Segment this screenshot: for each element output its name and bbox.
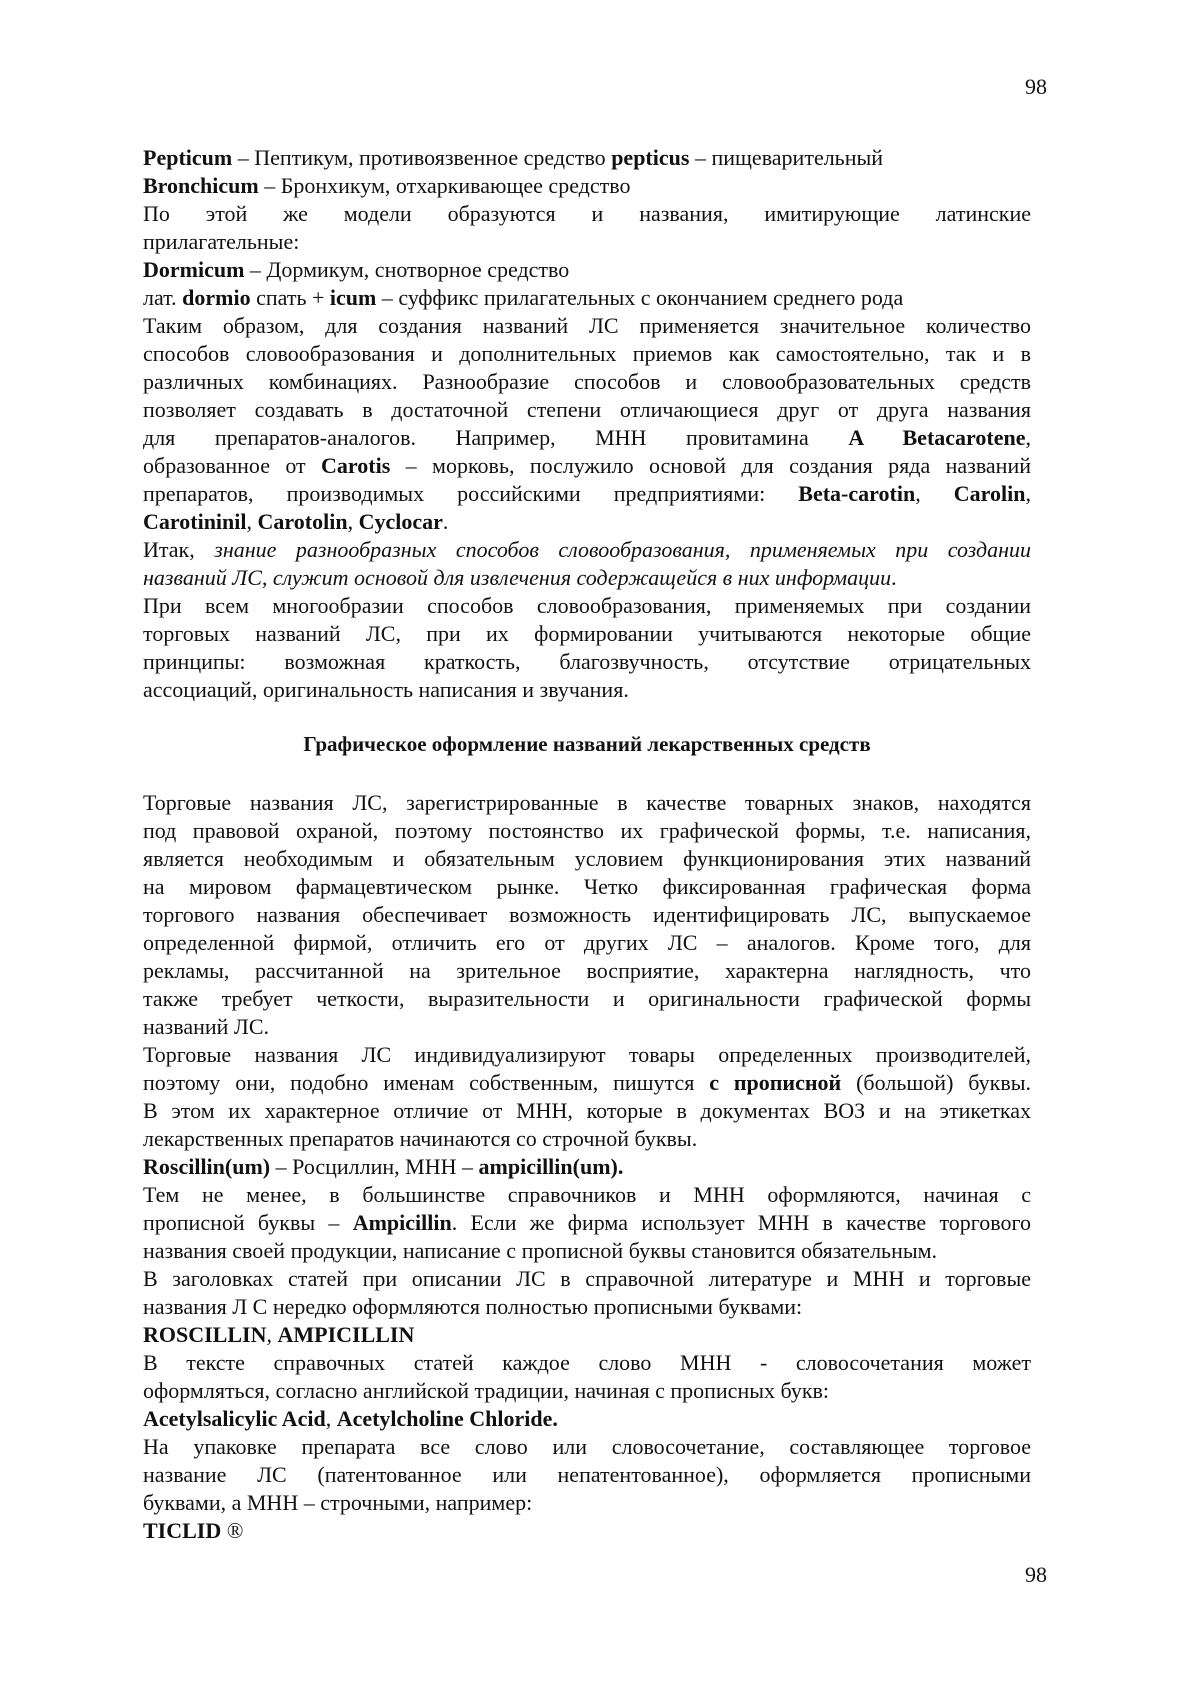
text-run: Тем не менее, в большинстве справочников и МНН оформляются, начиная с <box>143 1182 1031 1207</box>
text-line <box>143 1097 1031 1125</box>
page-number-top: 98 <box>1025 74 1047 99</box>
text-run: спать + <box>250 285 330 310</box>
text-line <box>143 424 1031 452</box>
text-line <box>143 620 1031 648</box>
text-run: способов словообразования и дополнительных приемов как самостоятельно, так и в <box>143 341 1031 366</box>
text-line <box>143 1489 1031 1517</box>
bold-term: Dormicum <box>143 257 245 282</box>
document-body <box>143 144 1031 1545</box>
text-line <box>143 340 1031 368</box>
text-line <box>143 256 1031 284</box>
text-run: также требует четкости, выразительности и оригинальности графической формы <box>143 986 1031 1011</box>
text-line <box>143 480 1031 508</box>
text-run: прописной буквы – <box>143 1210 353 1235</box>
text-run: ассоциаций, оригинальность написания и звучания. <box>143 677 629 702</box>
text-run: является необходимым и обязательным условием функционирования этих названий <box>143 846 1031 871</box>
text-run: В тексте справочных статей каждое слово МНН - словосочетания может <box>143 1350 1031 1375</box>
bold-term: с прописной <box>709 1070 842 1095</box>
text-run: Торговые названия ЛС индивидуализируют товары определенных производителей, <box>143 1042 1031 1067</box>
bold-term: AMPICILLIN <box>277 1322 415 1347</box>
page-number-bottom: 98 <box>1025 1562 1047 1587</box>
text-line <box>143 1349 1031 1377</box>
text-line <box>143 592 1031 620</box>
text-line <box>143 1209 1031 1237</box>
text-line <box>143 536 1031 564</box>
text-run: – морковь, послужило основой для создания ряда названий <box>390 453 1031 478</box>
text-run: оформляться, согласно английской традиции, начиная с прописных букв: <box>143 1378 830 1403</box>
text-run: принципы: возможная краткость, благозвучность, отсутствие отрицательных <box>143 649 1031 674</box>
text-run: торговых названий ЛС, при их формировании учитываются некоторые общие <box>143 621 1031 646</box>
bold-term: Bronchicum <box>143 173 259 198</box>
text-line <box>143 929 1031 957</box>
text-run: лекарственных препаратов начинаются со строчной буквы. <box>143 1126 698 1151</box>
text-run: . Если же фирма использует МНН в качестве торгового <box>451 1210 1031 1235</box>
text-run: различных комбинациях. Разнообразие способов и словообразовательных средств <box>143 369 1031 394</box>
text-run: . <box>442 509 449 534</box>
text-run: лат. <box>143 285 183 310</box>
text-run: название ЛС (патентованное или непатентованное), оформляется прописными <box>143 1462 1031 1487</box>
text-run: – Росциллин, МНН – <box>270 1154 479 1179</box>
bold-term: icum <box>329 285 377 310</box>
text-run: ® <box>221 1518 244 1543</box>
text-run: На упаковке препарата все слово или словосочетание, составляющее торговое <box>143 1434 1031 1459</box>
bold-term: TICLID <box>143 1518 222 1543</box>
text-line <box>143 200 1031 228</box>
text-run: , <box>266 1322 278 1347</box>
text-run: рекламы, рассчитанной на зрительное восприятие, характерна наглядность, что <box>143 958 1031 983</box>
text-run: прилагательные: <box>143 229 300 254</box>
text-line <box>143 648 1031 676</box>
text-run: для препаратов-аналогов. Например, МНН провитамина <box>143 425 849 450</box>
text-line <box>143 228 1031 256</box>
text-run: Графическое оформление названий лекарственных средств <box>303 732 871 756</box>
text-line <box>143 1293 1031 1321</box>
text-run: Итак, <box>143 537 215 562</box>
text-run: , <box>1025 481 1032 506</box>
text-run: По этой же модели образуются и названия, имитирующие латинские <box>143 201 1031 226</box>
text-line <box>143 957 1031 985</box>
text-line <box>143 985 1031 1013</box>
bold-term: Cyclocar <box>358 509 443 534</box>
text-run: , <box>915 481 954 506</box>
bold-term: Acetylsalicylic Acid <box>143 1406 326 1431</box>
bold-term: A Betacarotene <box>848 425 1026 450</box>
bold-term: Carotolin <box>257 509 348 534</box>
text-run: на мировом фармацевтическом рынке. Четко фиксированная графическая форма <box>143 874 1031 899</box>
text-line <box>143 1377 1031 1405</box>
section-heading <box>143 730 1031 758</box>
text-line <box>143 1013 1031 1041</box>
text-line <box>143 1125 1031 1153</box>
text-run: торгового названия обеспечивает возможность идентифицировать ЛС, выпускаемое <box>143 902 1031 927</box>
text-run: , <box>246 509 258 534</box>
text-run: названия Л С нередко оформляются полностью прописными буквами: <box>143 1294 803 1319</box>
text-run: , <box>325 1406 337 1431</box>
bold-term: ampicillin(um). <box>478 1154 624 1179</box>
text-run: – Дормикум, снотворное средство <box>244 257 570 282</box>
text-run: При всем многообразии способов словообразования, применяемых при создании <box>143 593 1031 618</box>
text-line <box>143 1405 1031 1433</box>
text-line <box>143 396 1031 424</box>
text-run: названий ЛС. <box>143 1014 270 1039</box>
text-run: буквами, а МНН – строчными, например: <box>143 1490 533 1515</box>
text-line <box>143 1237 1031 1265</box>
text-run: Торговые названия ЛС, зарегистрированные в качестве товарных знаков, находятся <box>143 790 1031 815</box>
text-run: – Бронхикум, отхаркивающее средство <box>258 173 631 198</box>
text-line <box>143 1069 1031 1097</box>
text-run: , <box>1025 425 1031 450</box>
text-run: под правовой охраной, поэтому постоянство их графической формы, т.е. написания, <box>143 818 1031 843</box>
bold-term: Carotininil <box>143 509 247 534</box>
text-line <box>143 1321 1031 1349</box>
text-line <box>143 1265 1031 1293</box>
text-run: названия своей продукции, написание с прописной буквы становится обязательным. <box>143 1238 938 1263</box>
text-run: препаратов, производимых российскими предприятиями: <box>143 481 799 506</box>
text-run: . <box>891 565 897 590</box>
text-run: – Пептикум, противоязвенное средство <box>232 145 612 170</box>
text-line <box>143 817 1031 845</box>
text-line <box>143 284 1031 312</box>
text-run: (большой) буквы. <box>841 1070 1031 1095</box>
italic-text: названий ЛС, служит основой для извлечения содержащейся в них информации <box>143 565 892 590</box>
text-run: Таким образом, для создания названий ЛС применяется значительное количество <box>143 313 1031 338</box>
text-run: – суффикс прилагательных с окончанием среднего рода <box>376 285 904 310</box>
text-run: поэтому они, подобно именам собственным, пишутся <box>143 1070 710 1095</box>
text-line <box>143 1181 1031 1209</box>
text-line <box>143 1433 1031 1461</box>
text-line <box>143 1461 1031 1489</box>
text-line <box>143 1041 1031 1069</box>
text-line <box>143 676 1031 704</box>
text-line <box>143 452 1031 480</box>
text-line <box>143 312 1031 340</box>
text-line <box>143 901 1031 929</box>
text-run: В заголовках статей при описании ЛС в справочной литературе и МНН и торговые <box>143 1266 1031 1291</box>
text-line <box>143 873 1031 901</box>
italic-text: знание разнообразных способов словообразования, применяемых при создании <box>214 537 1031 562</box>
bold-term: Carolin <box>953 481 1026 506</box>
text-line <box>143 1153 1031 1181</box>
bold-term: Pepticum <box>143 145 233 170</box>
text-run: определенной фирмой, отличить его от других ЛС – аналогов. Кроме того, для <box>143 930 1031 955</box>
text-run: – пищеварительный <box>689 145 884 170</box>
text-run: образованное от <box>143 453 322 478</box>
text-line <box>143 564 1031 592</box>
text-line <box>143 144 1031 172</box>
bold-term: Roscillin(um) <box>143 1154 271 1179</box>
bold-term: ROSCILLIN <box>143 1322 267 1347</box>
text-line <box>143 789 1031 817</box>
text-line <box>143 1517 1031 1545</box>
bold-term: dormio <box>182 285 251 310</box>
text-run: позволяет создавать в достаточной степени отличающиеся друг от друга названия <box>143 397 1031 422</box>
text-run: , <box>347 509 359 534</box>
text-line <box>143 368 1031 396</box>
text-line <box>143 508 1031 536</box>
bold-term: Beta-carotin <box>798 481 916 506</box>
text-line <box>143 172 1031 200</box>
bold-term: pepticus <box>611 145 690 170</box>
bold-term: Ampicillin <box>352 1210 452 1235</box>
bold-term: Acetylcholine Chloride. <box>336 1406 558 1431</box>
text-line <box>143 845 1031 873</box>
bold-term: Carotis <box>321 453 391 478</box>
text-run: В этом их характерное отличие от МНН, которые в документах ВОЗ и на этикетках <box>143 1098 1031 1123</box>
